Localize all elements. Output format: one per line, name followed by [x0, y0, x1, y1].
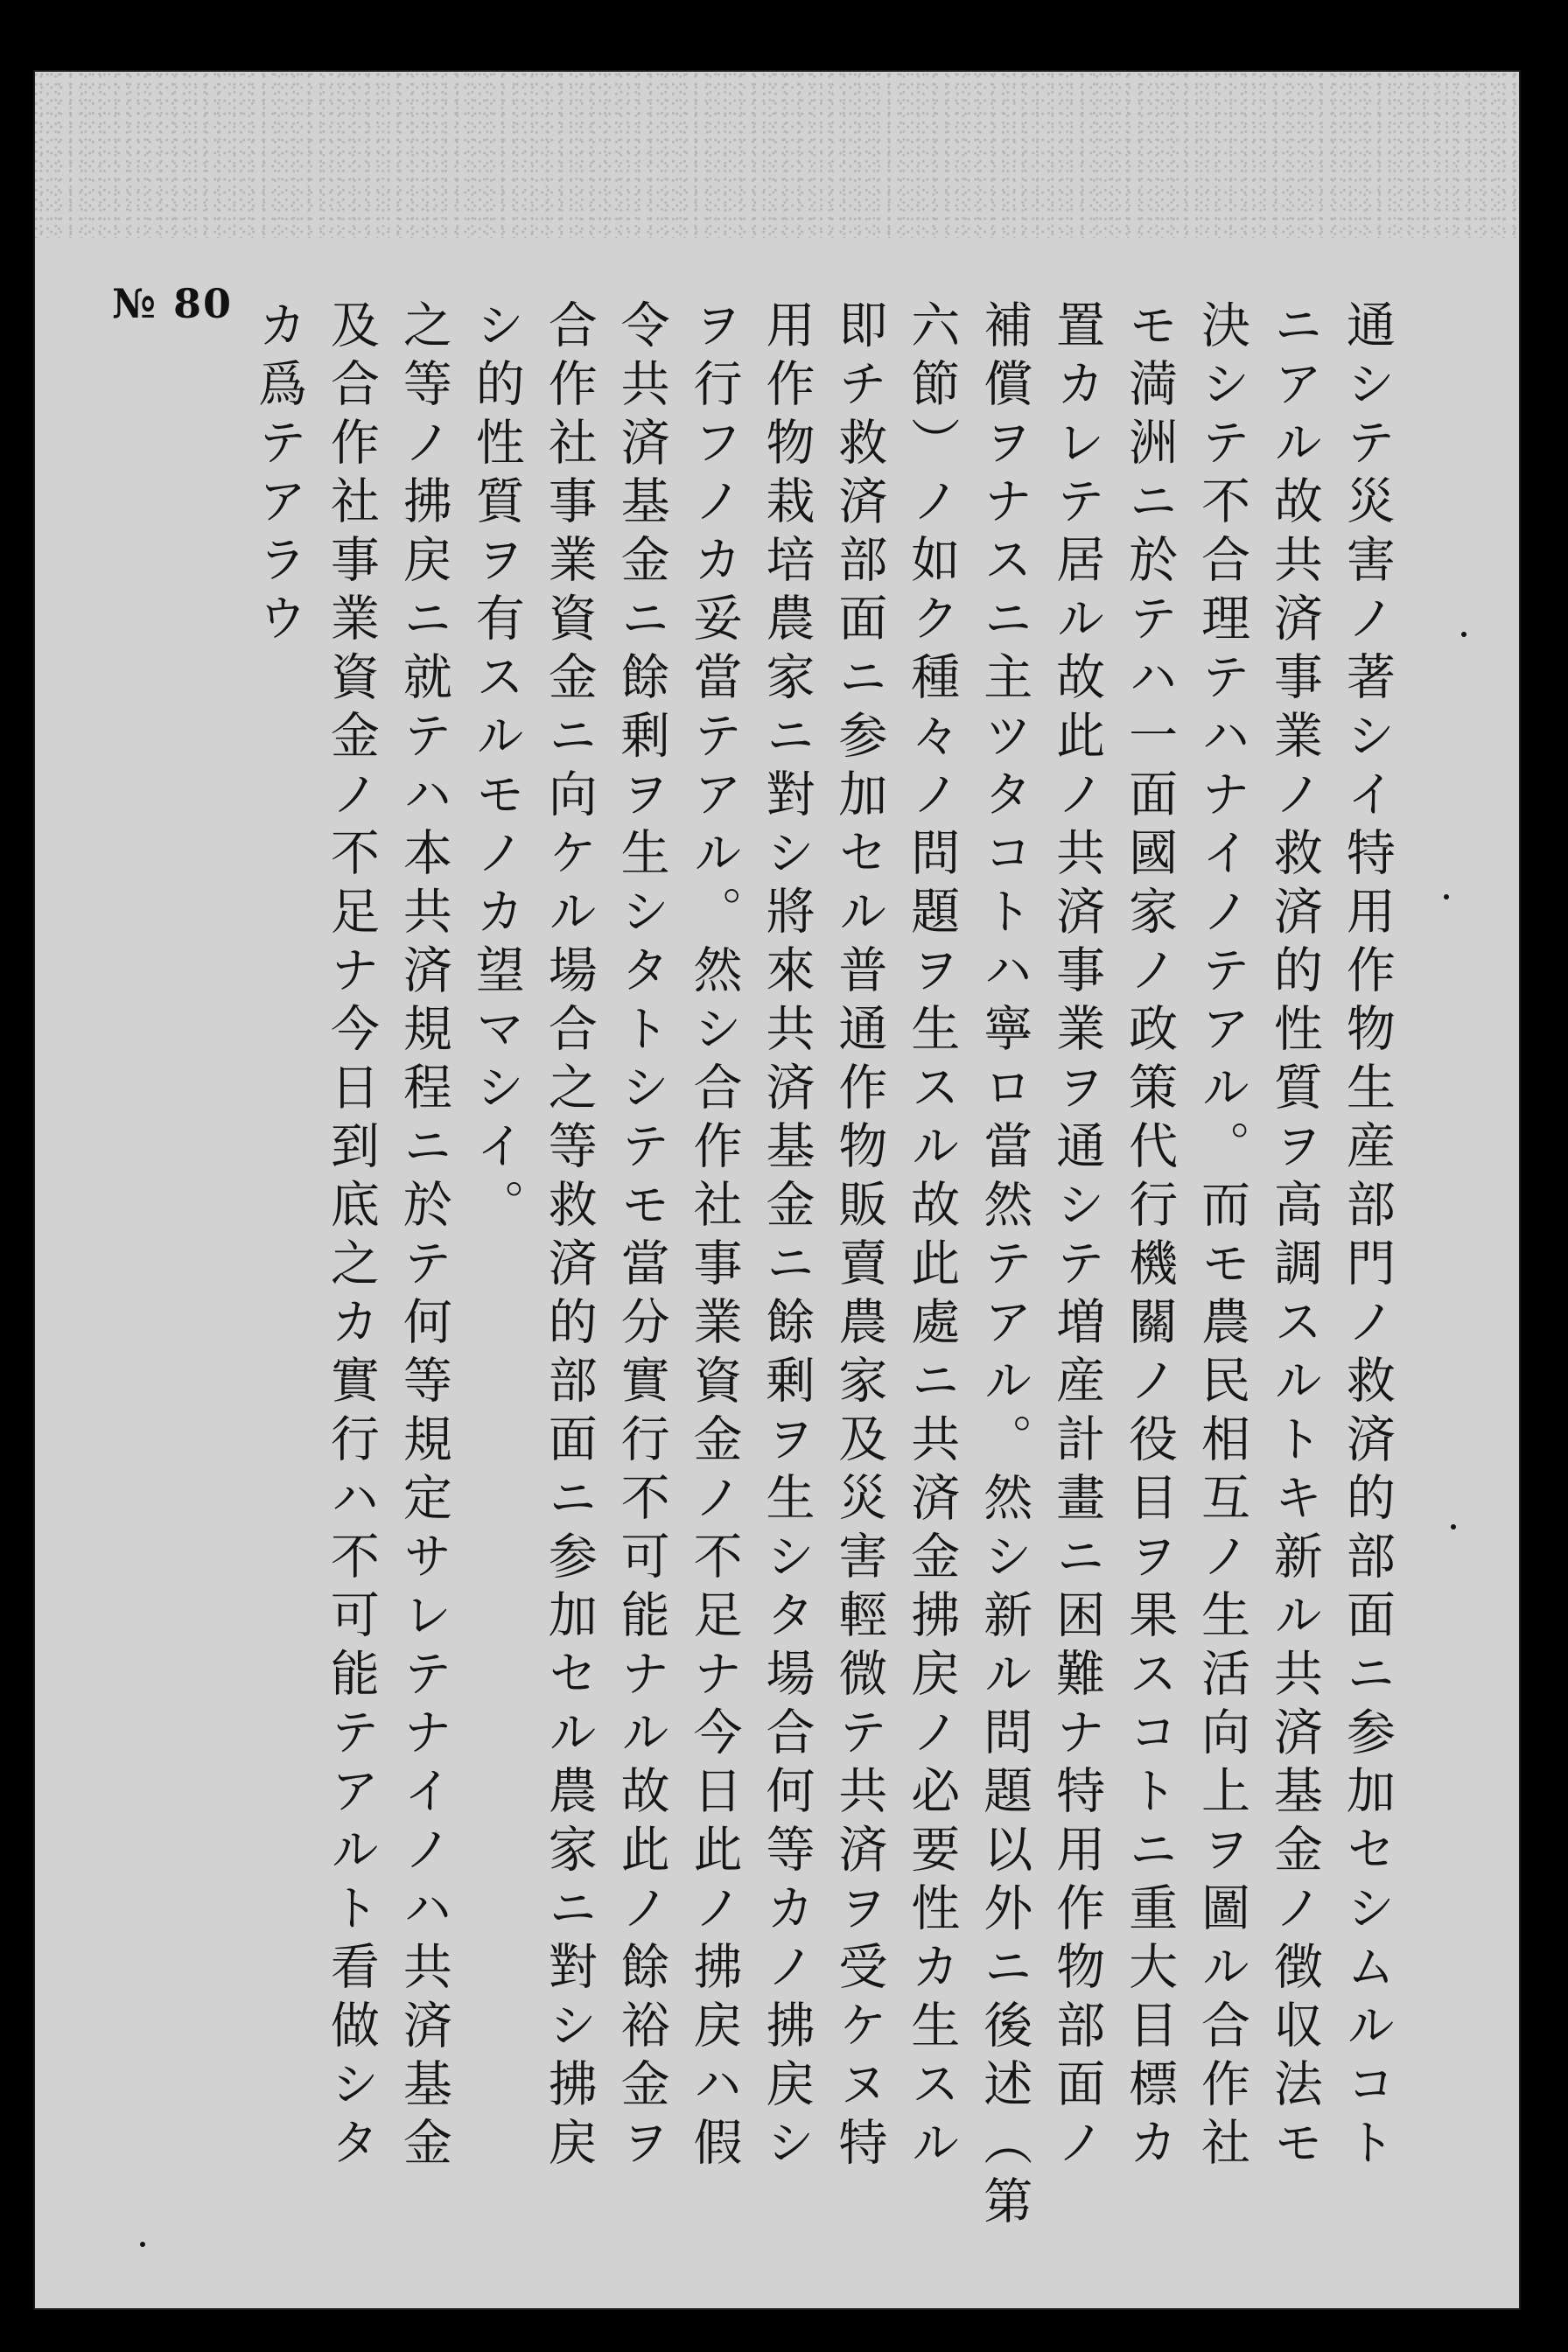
page-number: № 80 — [112, 280, 234, 327]
document-page — [33, 70, 1521, 2310]
text-column: 令共済基金ニ餘剰ヲ生シタトシテモ當分實行不可能ナル故此ノ餘裕金ヲ — [612, 299, 670, 2175]
scan-speck — [1451, 1524, 1456, 1530]
text-column: 補償ヲナスニ主ツタコトハ寧ロ當然テアル。然シ新ル問題以外ニ後述（第 — [976, 299, 1033, 2234]
text-column: 合作社事業資金ニ向ケル場合之等救済的部面ニ参加セル農家ニ對シ拂戻 — [540, 299, 598, 2175]
text-column: 即チ救済部面ニ参加セル普通作物販賣農家及災害輕微テ共済ヲ受ケヌ特 — [830, 299, 888, 2175]
text-column: ヲ行フノカ妥當テアル。然シ合作社事業資金ノ不足ナ今日此ノ拂戻ハ假 — [685, 299, 743, 2175]
scan-noise — [35, 72, 1519, 238]
text-column: シ的性質ヲ有スルモノカ望マシイ。 — [467, 299, 525, 1237]
scan-speck — [1444, 894, 1449, 900]
text-column: 通シテ災害ノ著シイ特用作物生産部門ノ救済的部面ニ参加セシムルコト — [1338, 299, 1396, 2175]
text-column: 六節）ノ如ク種々ノ問題ヲ生スル故此處ニ共済金拂戻ノ必要性カ生スル — [903, 299, 961, 2175]
text-column: 用作物栽培農家ニ對シ將來共済基金ニ餘剰ヲ生シタ場合何等カノ拂戻シ — [758, 299, 816, 2175]
text-column: モ満洲ニ於テハ一面國家ノ政策代行機關ノ役目ヲ果スコトニ重大目標カ — [1121, 299, 1179, 2175]
text-column: 決シテ不合理テハナイノテアル。而モ農民相互ノ生活向上ヲ圖ル合作社 — [1193, 299, 1250, 2175]
text-column: 之等ノ拂戻ニ就テハ本共済規程ニ於テ何等規定サレテナイノハ共済基金 — [395, 299, 452, 2175]
scan-speck — [1461, 632, 1466, 637]
text-column: ニアル故共済事業ノ救済的性質ヲ高調スルトキ新ル共済基金ノ徴収法モ — [1265, 299, 1323, 2175]
text-column: 置カレテ居ル故此ノ共済事業ヲ通シテ増産計畫ニ困難ナ特用作物部面ノ — [1048, 299, 1106, 2175]
text-column: 及合作社事業資金ノ不足ナ今日到底之カ實行ハ不可能テアルト看做シタ — [322, 299, 380, 2175]
vertical-text-body — [245, 299, 1400, 2250]
scan-speck — [140, 2242, 145, 2247]
text-column: カ爲テアラウ — [250, 299, 307, 651]
